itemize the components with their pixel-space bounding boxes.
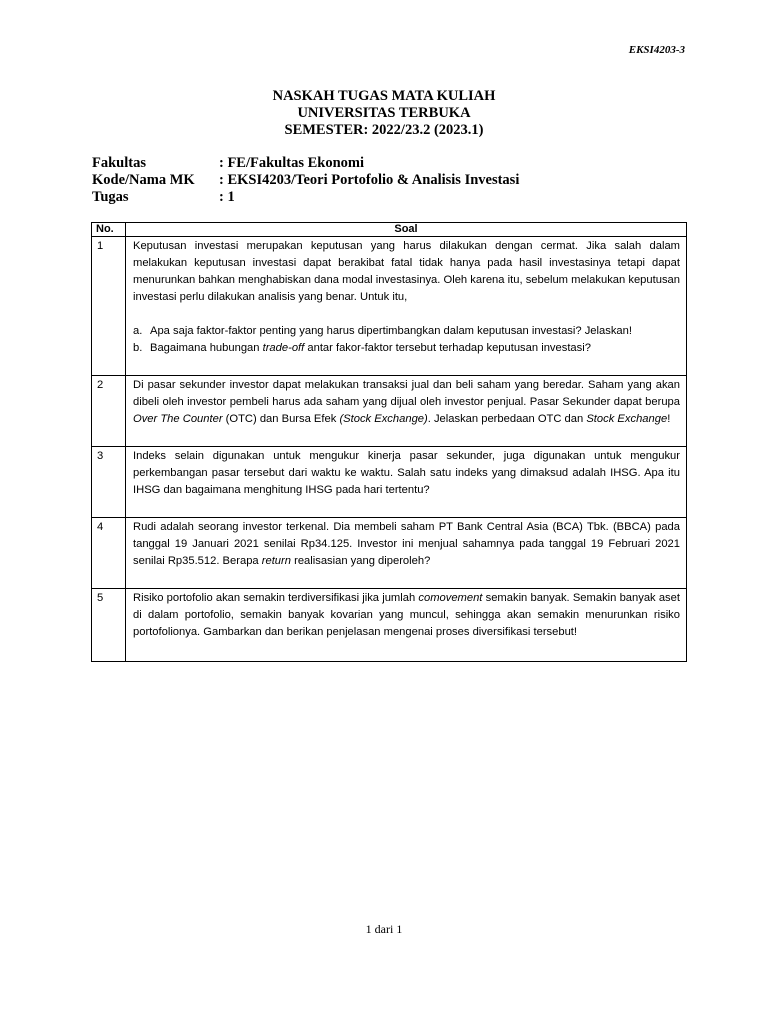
question-number: 4 [92,518,126,589]
table-row [92,518,687,589]
question-body: Keputusan investasi merupakan keputusan yang harus dilakukan dengan cermat. Jika salah dalam melakukan keputusan investasi dapat berakibat fatal tidak hanya pada hasil investasinya tetapi dapat menurunkan bahkan menghabiskan dana modal investasinya. Oleh karena itu, sebelum melakukan keputusan investasi perlu dilakukan analisis yang benar. Untuk itu, [133,240,680,303]
info-row-tugas [92,189,519,206]
question-number: 1 [92,237,126,376]
page-number: 1 dari 1 [365,922,403,936]
table-row [92,589,687,662]
table-header-row [92,223,687,237]
question-body: Risiko portofolio akan semakin terdiversifikasi jika jumlah comovement semakin banyak. Semakin banyak aset di dalam portofolio, semakin banyak kovarian yang muncul, sehingga akan semakin menurunkan risiko portofolionya. Gambarkan dan berikan penjelasan mengenai proses diversifikasi tersebut! [133,592,680,638]
column-header-soal: Soal [126,223,687,237]
question-number: 2 [92,376,126,447]
question-body: Di pasar sekunder investor dapat melakukan transaksi jual dan beli saham yang beredar. Saham yang akan dibeli oleh investor pembeli harus ada saham yang dijual oleh investor penjual. Pasar Sekunder dapat berupa Over The Counter (OTC) dan Bursa Efek (Stock Exchange). Jelaskan perbedaan OTC dan Stock Exchange! [133,379,680,425]
question-number: 5 [92,589,126,662]
info-row-fakultas [92,155,519,172]
info-label: Fakultas [92,155,146,171]
question-body: Rudi adalah seorang investor terkenal. Dia membeli saham PT Bank Central Asia (BCA) Tbk. (BBCA) pada tanggal 19 Januari 2021 senilai Rp34.125. Investor ini menjual sahamnya pada tanggal 19 Februari 2021 senilai Rp35.512. Berapa return realisasian yang diperoleh? [133,521,680,567]
question-text [126,376,687,447]
course-info [92,155,519,206]
table-row [92,447,687,518]
option-text: Bagaimana hubungan trade-off antar fakor-faktor tersebut terhadap keputusan investasi? [150,342,591,354]
column-header-no: No. [92,223,126,237]
info-label: Kode/Nama MK [92,172,195,188]
table-row [92,376,687,447]
option-letter: a. [133,325,143,337]
question-number: 3 [92,447,126,518]
table-row [92,237,687,376]
info-label: Tugas [92,189,129,205]
option-a [133,323,680,340]
info-value: : EKSI4203/Teori Portofolio & Analisis Investasi [219,172,520,188]
option-text: Apa saja faktor-faktor penting yang harus dipertimbangkan dalam keputusan investasi? Jelaskan! [150,325,632,337]
question-body: Indeks selain digunakan untuk mengukur kinerja pasar sekunder, juga digunakan untuk mengukur perkembangan pasar tersebut dari waktu ke waktu. Salah satu indeks yang dimaksud adalah IHSG. Apa itu IHSG dan bagaimana menghitung IHSG pada hari tertentu? [133,450,680,496]
question-text [126,589,687,662]
info-row-kode [92,172,519,189]
info-value: : FE/Fakultas Ekonomi [219,155,365,171]
option-b [133,340,680,357]
header-semester: SEMESTER: 2022/23.2 (2023.1) [284,122,484,138]
option-letter: b. [133,342,143,354]
question-text [126,447,687,518]
info-value: : 1 [219,189,235,205]
questions-table [91,222,687,662]
header-title: NASKAH TUGAS MATA KULIAH [272,88,496,104]
question-text [126,518,687,589]
document-code: EKSI4203-3 [628,44,685,56]
header-university: UNIVERSITAS TERBUKA [297,105,471,121]
question-text [126,237,687,376]
document-header [0,88,768,139]
